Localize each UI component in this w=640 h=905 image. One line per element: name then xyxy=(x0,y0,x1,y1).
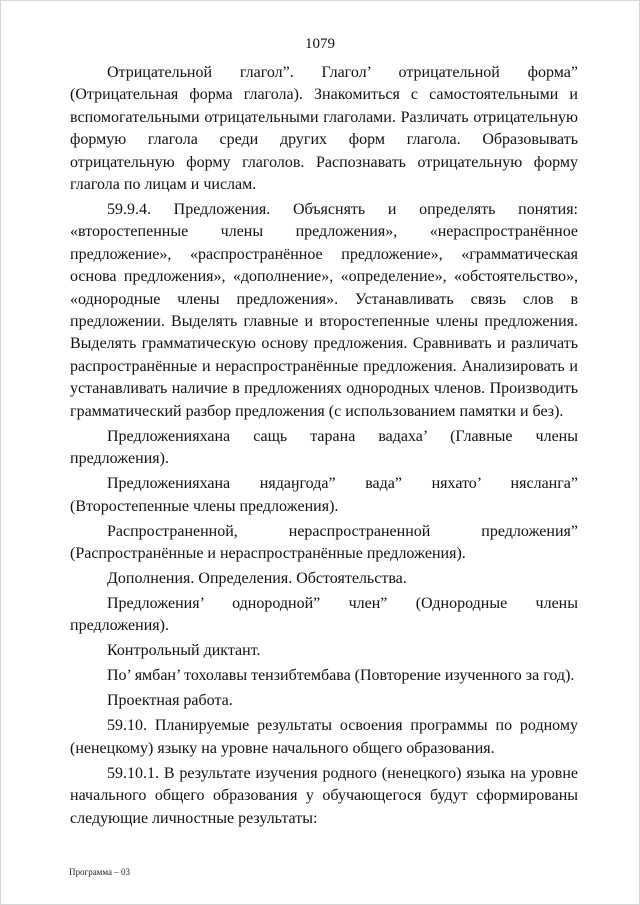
paragraph-secondary-members: Предложенияхана нядаӈгода” вада” няхато’ нясланга” (Второстепенные члены предложения). xyxy=(70,475,578,515)
paragraph-personal-results: 59.10.1. В результате изучения родного (ненецкого) языка на уровне начального общего образования у обучающегося будут сформированы следующие личностные результаты: xyxy=(70,764,578,827)
paragraph-control-dictation: Контрольный диктант. xyxy=(107,642,261,660)
document-body xyxy=(70,62,578,833)
paragraph-extended-sentences: Распространенной, нераспространенной предложения” (Распространённые и нераспространённые предложения). xyxy=(70,522,578,562)
paragraph-homogeneous-members: Предложения’ однородной” член” (Однородные члены предложения). xyxy=(70,594,578,635)
paragraph-main-members: Предложенияхана сащь тарана вадаха’ (Главные члены предложения). xyxy=(70,427,578,468)
paragraph-project-work: Проектная работа. xyxy=(107,692,233,710)
page-footer: Программа – 03 xyxy=(69,867,131,877)
page-number: 1079 xyxy=(305,36,335,52)
paragraph-year-review: По’ ямбан’ тохолавы тензибтембава (Повторение изученного за год). xyxy=(107,667,575,685)
paragraph-complements: Дополнения. Определения. Обстоятельства. xyxy=(107,569,407,587)
paragraph-negative-verb-form: Отрицательной глагол”. Глагол’ отрицательной форма” (Отрицательная форма глагола). Знакомиться с самостоятельными и вспомогательными отрицательными глаголами. Различать отрицательную формую глагола среди других форм глагола. Образовывать отрицательную форму глаголов. Распознавать отрицательную форму глагола по лицам и числам. xyxy=(70,64,578,194)
paragraph-planned-results: 59.10. Планируемые результаты освоения программы по родному (ненецкому) языку на уровне начального общего образования. xyxy=(70,717,578,757)
paragraph-sentences-section: 59.9.4. Предложения. Объяснять и определять понятия: «второстепенные члены предложения», «нераспространённое предложение», «распространённое предложение», «грамматическая основа предложения», «дополнение», «определение», «обстоятельство», «однородные члены предложения». Устанавливать связь слов в предложении. Выделять главные и второстепенные члены предложения. Выделять грамматическую основу предложения. Сравнивать и различать распространённые и нераспространённые предложения. Анализировать и устанавливать наличие в предложениях однородных членов. Производить грамматический разбор предложения (с использованием памятки и без). xyxy=(70,201,578,420)
